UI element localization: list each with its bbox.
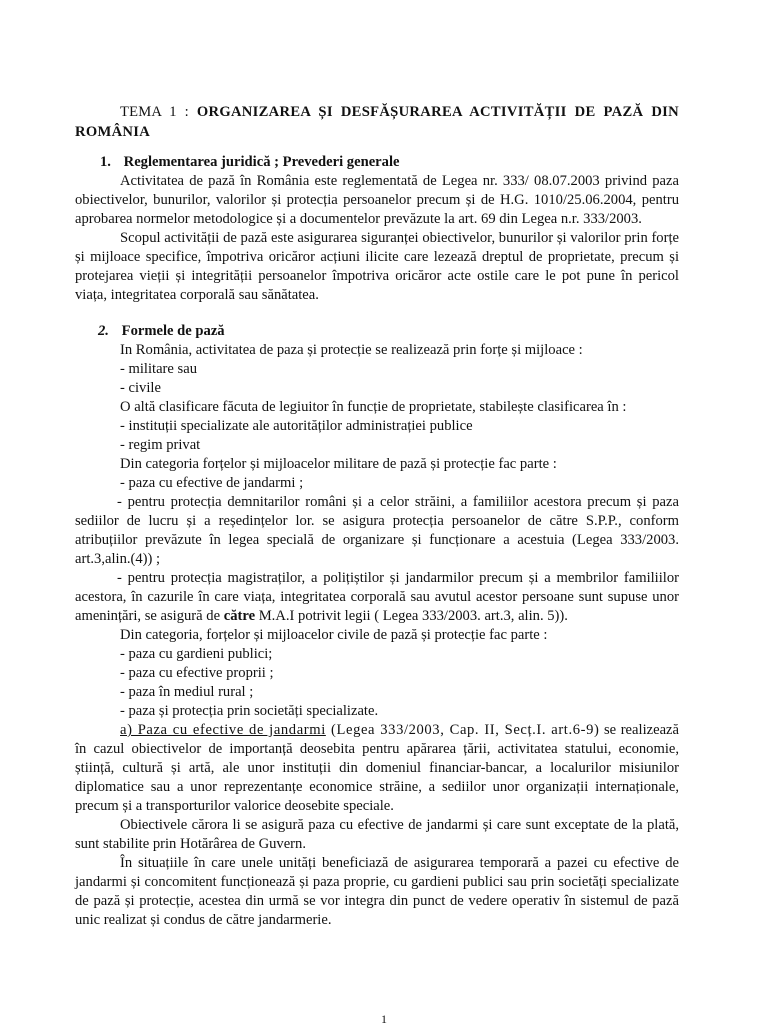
section-2-number: 2. [98,323,109,339]
magistrates-text-b: M.A.I potrivit legii ( Legea 333/2003. art.3, alin. 5)). [255,608,568,624]
form-item: - civile [120,380,161,396]
magistrates-text-a: - pentru protecția magistraților, a polițiștilor și jandarmilor precum și a membrilor familiilor acestora, în cazurile în care viața, integritatea corporală sau avutul acestor persoane sunt supuse unor amenințări, se asigură de [75,570,679,624]
type-item: - regim privat [120,437,201,453]
section-1-title: Reglementarea juridică ; Prevederi generale [123,154,400,170]
section-2-title: Formele de pază [121,323,225,339]
section-1-paragraph-2: Scopul activității de pază este asigurarea siguranței obiectivelor, bunurilor și valorilor prin forțe și mijloace specifice, împotriva oricăror acțiuni ilicite care lezează dreptul de proprietate, precum și protejarea vieții și integrității persoanelor împotriva oricăror acte ostile care le pot pune în pericol viața, integritatea corporală sau sănătatea. [75,230,679,303]
section-2-heading [75,322,679,341]
subsection-a-reference: (Legea 333/2003, Cap. II, Secț.I. art.6-9) [325,722,600,738]
military-intro: Din categoria forțelor și mijloacelor militare de pază și protecție fac parte : [120,456,557,472]
temporary-guard-paragraph: În situațiile în care unele unități beneficiază de asigurarea temporară a pazei cu efective de jandarmi și concomitent funcționează și paza proprie, cu gardieni publici sau prin societăți specializate de pază și protecție, acestea din urmă se vor integra din punct de vedere operativ în sistemul de pază unic realizat și condus de către jandarmerie. [75,855,679,928]
military-item: - paza cu efective de jandarmi ; [120,475,304,491]
exemption-paragraph: Obiectivele cărora li se asigură paza cu efective de jandarmi și care sunt exceptate de la plată, sunt stabilite prin Hotărârea de Guvern. [75,817,679,852]
subsection-a-paragraph [75,721,679,816]
civil-item: - paza în mediul rural ; [120,684,254,700]
dignitaries-paragraph: - pentru protecția demnitarilor români și a celor străini, a familiilor acestora precum și paza sediilor de lucru și a reședințelor lor. se asigura protecția persoanelor de către S.P.P., conform atribuțiilor prevăzute în legea specială de organizare și funcționare a acestuia (Legea 333/2003. art.3,alin.(4)) ; [75,494,679,567]
civil-item: - paza și protecția prin societăți specializate. [120,703,379,719]
document-page [75,102,679,930]
title-prefix: TEMA 1 : [120,104,197,120]
form-item: - militare sau [120,361,197,377]
subsection-a-label: a) Paza cu efective de jandarmi [120,722,326,738]
civil-intro: Din categoria, forțelor și mijloacelor civile de pază și protecție fac parte : [120,627,548,643]
section-2-intro: In România, activitatea de paza și protecție se realizează prin forțe și mijloace : [120,342,583,358]
civil-item: - paza cu efective proprii ; [120,665,274,681]
section-1-number: 1. [100,154,111,170]
civil-item: - paza cu gardieni publici; [120,646,273,662]
section-1-heading [75,153,679,172]
type-item: - instituții specializate ale autorităților administrației publice [120,418,473,434]
document-title [75,102,679,142]
page-number: 1 [381,1012,387,1026]
magistrates-paragraph [75,569,679,626]
subsection-a-text: se realizează în cazul obiectivelor de importanță deosebita pentru apărarea țării, activitatea statului, economie, știință, cultură și artă, ale unor instituții din domeniul financiar-bancar, a localurilor misiunilor diplomatice sau a unor reprezentanțe economice străine, a sediilor unor organizații internaționale, precum și a transporturilor valorice deosebite speciale. [75,722,680,814]
classification-paragraph: O altă clasificare făcuta de legiuitor în funcție de proprietate, stabilește clasificarea în : [120,399,627,415]
title-text: ORGANIZAREA ȘI DESFĂȘURAREA ACTIVITĂȚII DE PAZĂ DIN ROMÂNIA [75,104,679,140]
section-1-paragraph-1: Activitatea de pază în România este reglementată de Legea nr. 333/ 08.07.2003 privind paza obiectivelor, bunurilor, valorilor și protecția persoanelor precum și de H.G. 1010/25.06.2004, pentru aprobarea normelor metodologice și a documentelor prevăzute la art. 69 din Legea n.r. 333/2003. [75,173,679,227]
magistrates-bold: către [223,608,256,624]
